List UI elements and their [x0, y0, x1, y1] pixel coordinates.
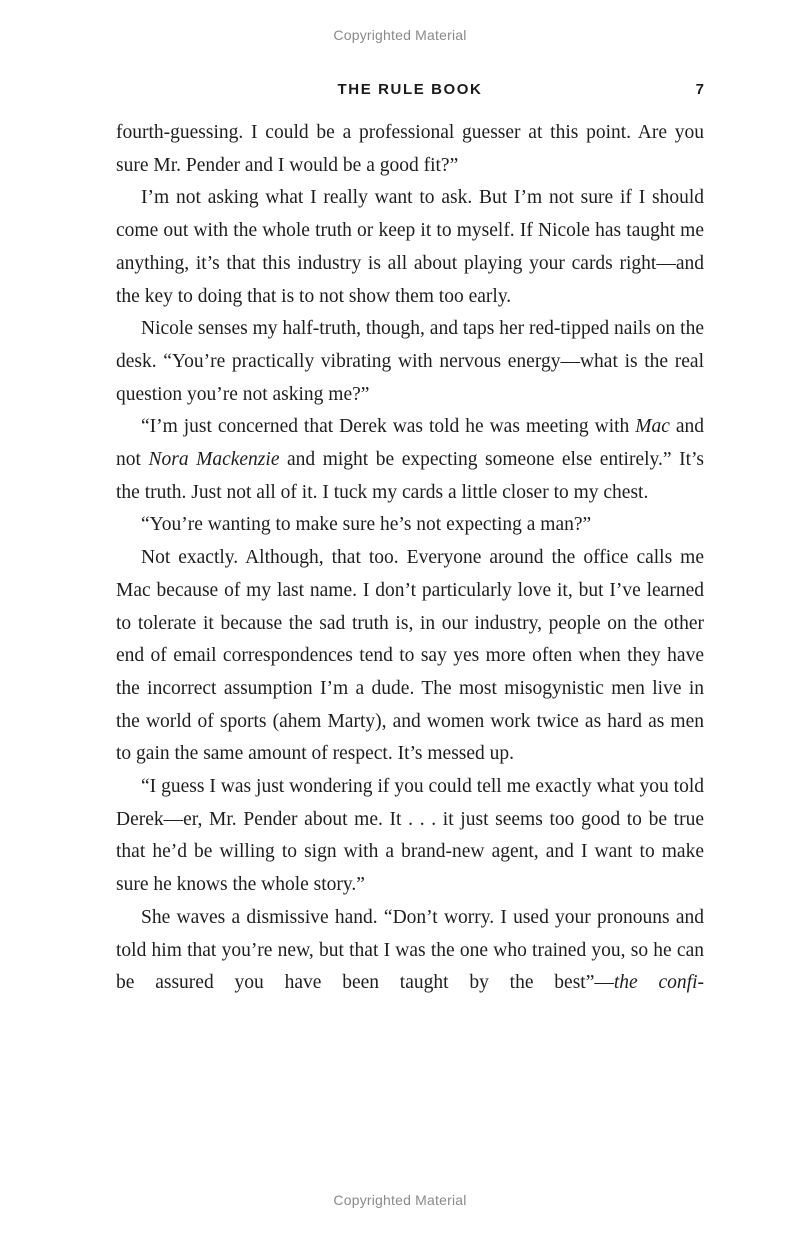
body-text: [116, 117, 704, 1000]
paragraph-4-text-e: and might be expecting someone else entirely.” It’s the truth. Just not all of it. I tuck my cards a little closer to my chest.: [116, 449, 705, 503]
copyright-watermark-top: Copyrighted Material: [333, 27, 467, 43]
paragraph-8-italic-end: the confi-: [613, 972, 704, 994]
paragraph-4-italic-name: Nora Mackenzie: [148, 449, 280, 471]
copyright-watermark-bottom: Copyrighted Material: [333, 1192, 467, 1208]
paragraph-3: Nicole senses my half-truth, though, and taps her red-tipped nails on the desk. “You’re practically vibrating with nervous energy—what is the real question you’re not asking me?”: [116, 318, 704, 405]
paragraph-4-text-c: and not: [116, 416, 704, 471]
paragraph-7: “I guess I was just wondering if you could tell me exactly what you told Derek—er, Mr. Pender about me. It . . . it just seems too good to be true that he’d be willing to sign with a brand-new agent, and I want to make sure he knows the whole story.”: [116, 776, 704, 896]
paragraph-4-italic-mac: Mac: [635, 416, 670, 438]
paragraph-4-text-a: “I’m just concerned that Derek was told he was meeting with: [141, 416, 636, 438]
page-number: 7: [695, 81, 704, 98]
paragraph-1: fourth-guessing. I could be a professional guesser at this point. Are you sure Mr. Pender and I would be a good fit?”: [116, 122, 704, 176]
paragraph-2: I’m not asking what I really want to ask. But I’m not sure if I should come out with the whole truth or keep it to myself. If Nicole has taught me anything, it’s that this industry is all about playing your cards right—and the key to doing that is to not show them too early.: [116, 187, 704, 307]
paragraph-8: [116, 902, 704, 1000]
paragraph-4: [116, 411, 704, 509]
running-head: [116, 80, 704, 102]
book-title: THE RULE BOOK: [337, 81, 483, 98]
paragraph-8-text-a: She waves a dismissive hand. “Don’t worry. I used your pronouns and told him that you’re new, but that I was the one who trained you, so he can be assured you have been taught by the best”—: [116, 906, 704, 994]
paragraph-6: Not exactly. Although, that too. Everyone around the office calls me Mac because of my last name. I don’t particularly love it, but I’ve learned to tolerate it because the sad truth is, in our industry, people on the other end of email correspondences tend to say yes more often when they have the incorrect assumption I’m a dude. The most misogynistic men live in the world of sports (ahem Marty), and women work twice as hard as men to gain the same amount of respect. It’s messed up.: [116, 547, 704, 765]
paragraph-5: “You’re wanting to make sure he’s not expecting a man?”: [141, 514, 592, 536]
